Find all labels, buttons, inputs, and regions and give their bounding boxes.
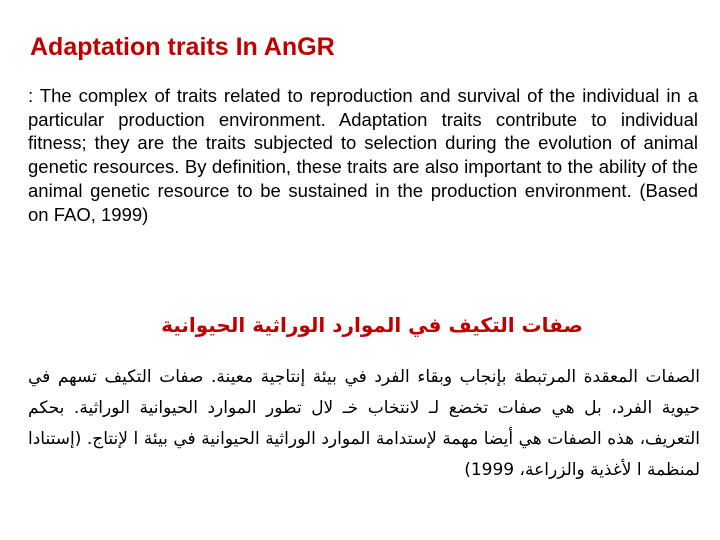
slide-title: Adaptation traits In AnGR (30, 33, 335, 61)
english-definition: : The complex of traits related to reproduction and survival of the individual in a particular production environment. Adaptation traits contribute to individual fitness; they are the traits subjected to selection during the evolution of animal genetic resources. By definition, these traits are also important to the ability of the animal genetic resource to be sustained in the production environment. (Based on FAO, 1999) (28, 85, 698, 225)
arabic-heading: صفات التكيف في الموارد الوراثية الحيوانية (161, 313, 583, 337)
arabic-definition: الصفات المعقدة المرتبطة بإنجاب وبقاء الفرد في بيئة إنتاجية معينة. صفات التكيف تسهم في حيوية الفرد، بل هي صفات تخضع لـ لانتخاب خـ لال تطور الموارد الحيوانية الوراثية. بحكم التعريف، هذه الصفات هي أيضا مهمة لإستدامة الموارد الوراثية الحيوانية في بيئة ا لإنتاج. (إستنادا لمنظمة ا لأغذية والزراعة، 1999) (28, 367, 700, 480)
